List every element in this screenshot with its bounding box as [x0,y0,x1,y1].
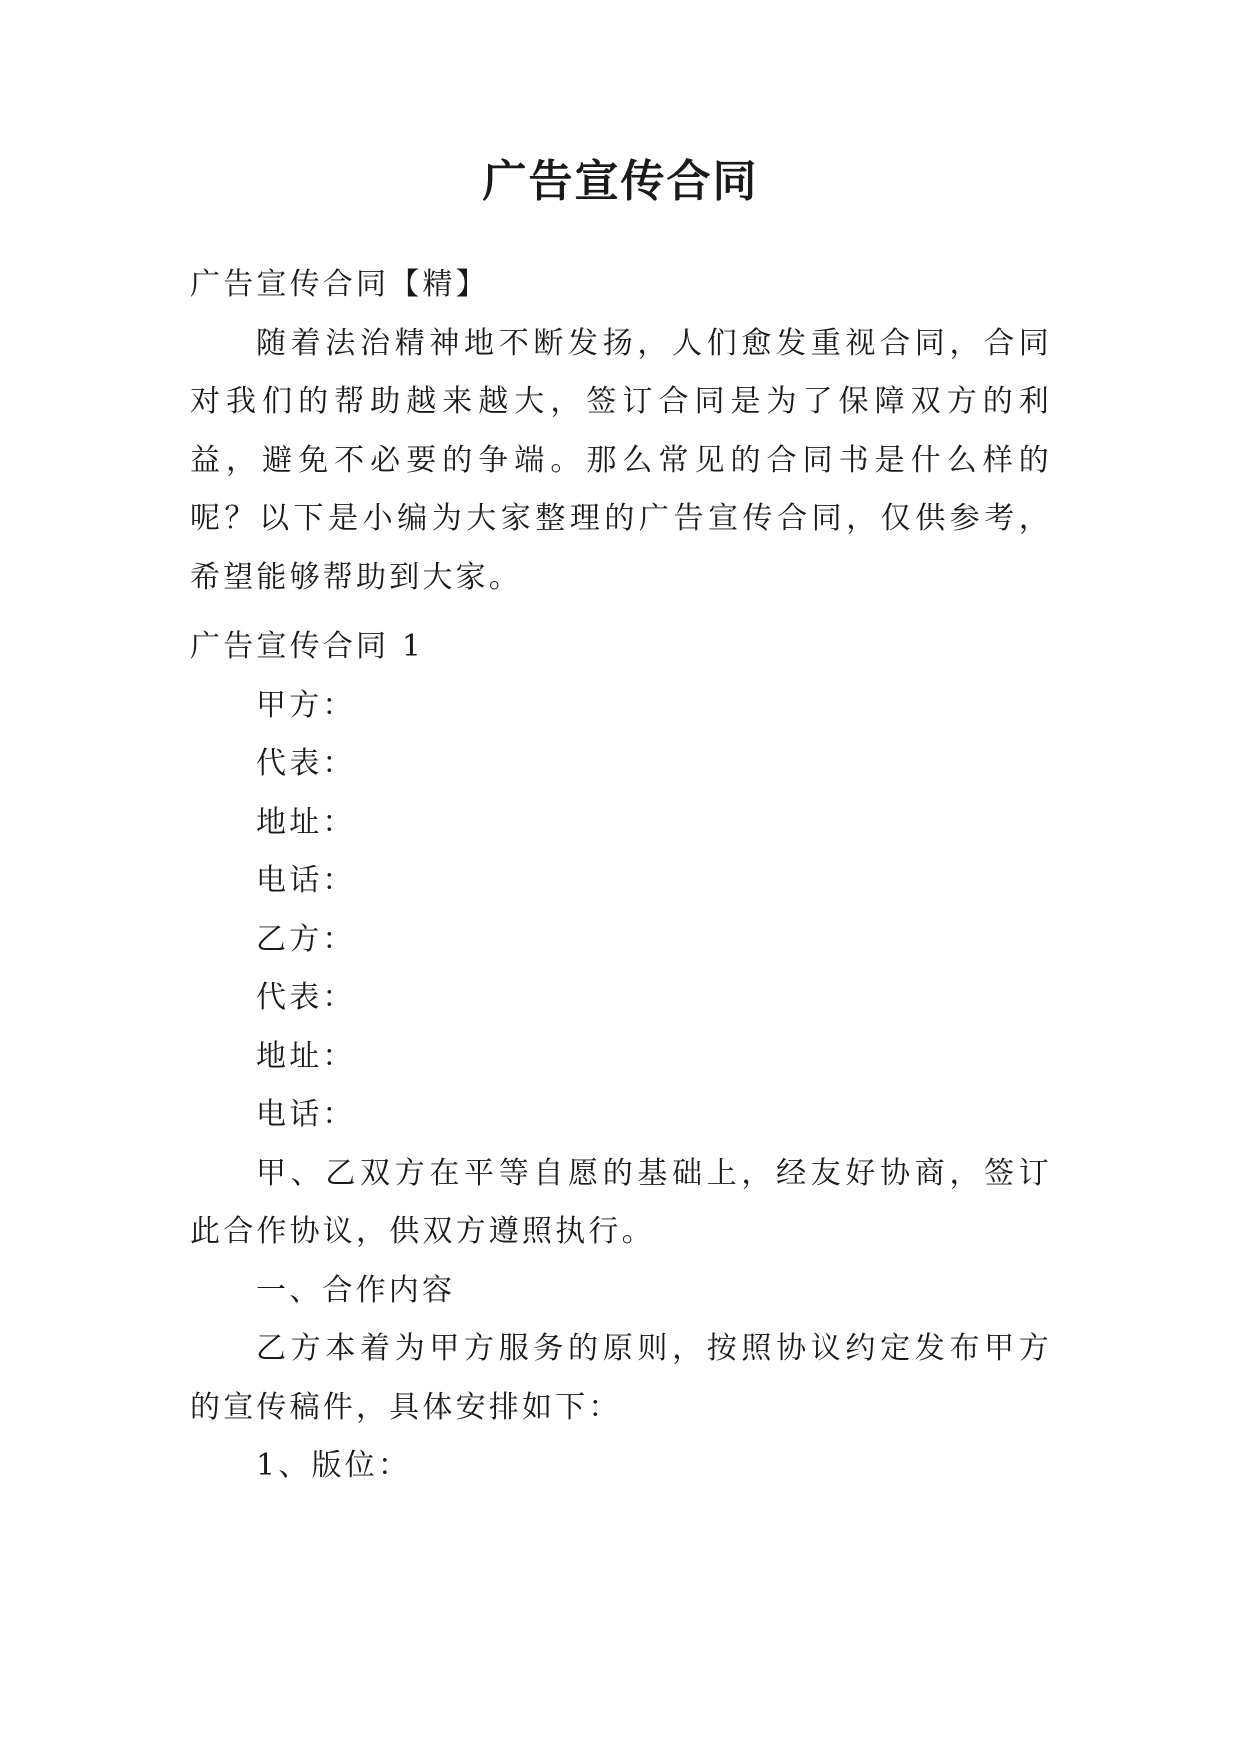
section-title: 广告宣传合同 1 [190,629,425,664]
document-body [190,256,1052,607]
clause-1-title: 一、合作内容 [256,1272,456,1308]
party-b-address: 地址： [256,1038,356,1074]
document-title: 广告宣传合同 [482,156,759,207]
party-a-phone: 电话： [256,863,356,898]
agreement-paragraph: 甲、乙双方在平等自愿的基础上，经友好协商，签订此合作协议，供双方遵照执行。 [190,1155,1052,1249]
party-b-label: 乙方： [256,921,356,957]
party-b-rep: 代表： [256,980,356,1015]
clause-1-text: 乙方本着为甲方服务的原则，按照协议约定发布甲方的宣传稿件，具体安排如下： [190,1331,1052,1425]
party-a-address: 地址： [256,804,356,840]
contract-section [190,618,1052,1496]
intro-paragraph: 随着法治精神地不断发扬，人们愈发重视合同，合同对我们的帮助越来越大，签订合同是为了保障双方的利益，避免不必要的争端。那么常见的合同书是什么样的呢？以下是小编为大家整理的广告宣传合同，仅供参考，希望能够帮助到大家。 [190,325,1052,595]
item-1: 1、版位： [256,1448,412,1483]
document-subtitle: 广告宣传合同【精】 [190,267,489,302]
party-a-label: 甲方： [256,687,356,723]
party-a-rep: 代表： [256,746,356,781]
party-b-phone: 电话： [256,1097,356,1132]
